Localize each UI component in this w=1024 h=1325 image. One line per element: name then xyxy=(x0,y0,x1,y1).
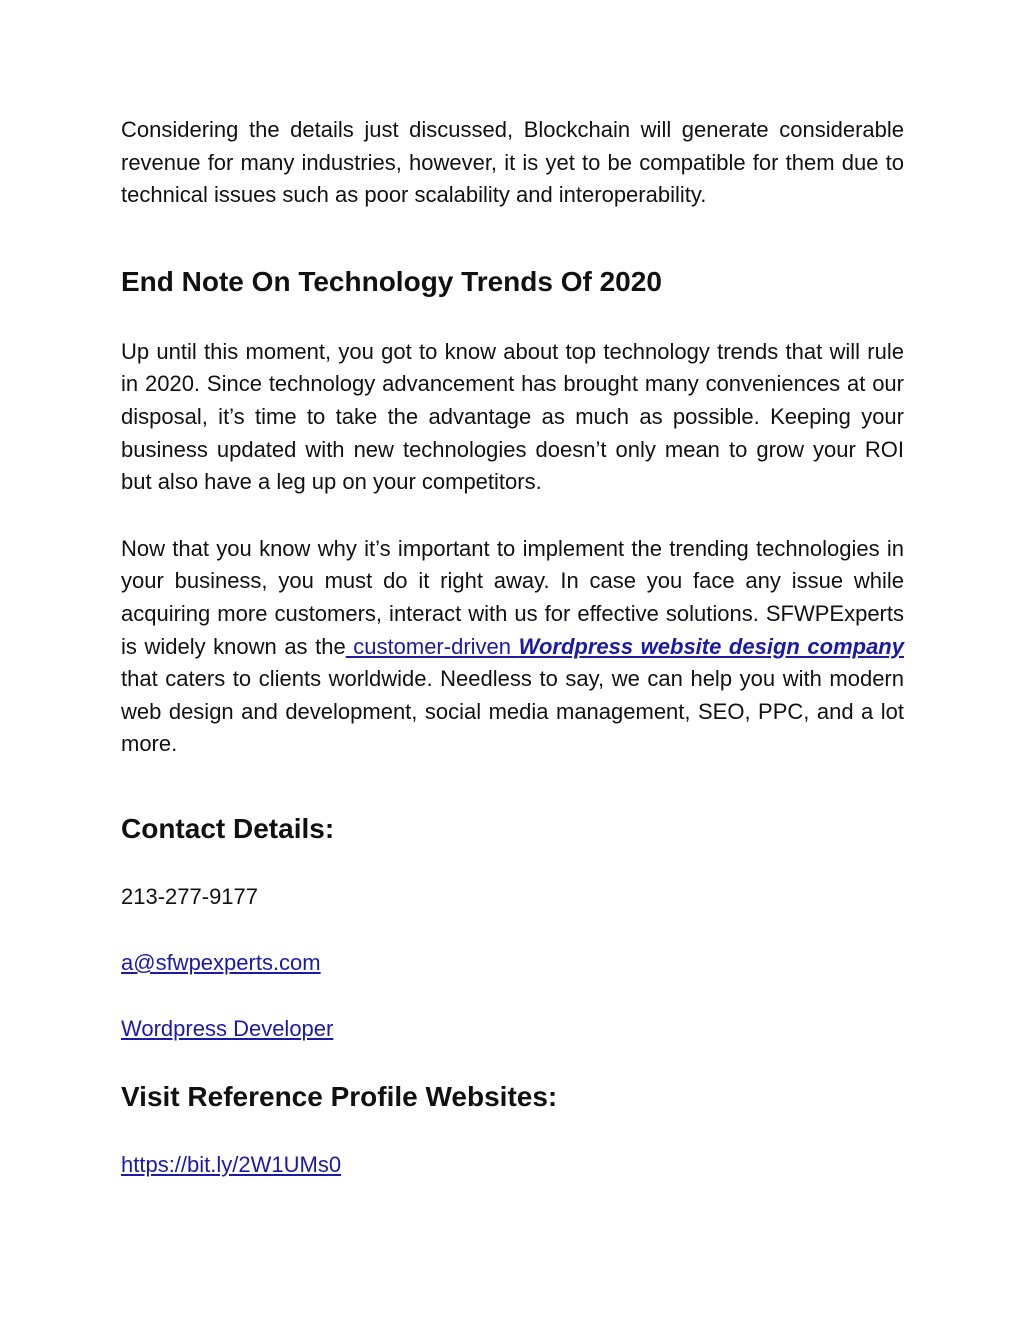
contact-phone: 213-277-9177 xyxy=(121,883,259,909)
contact-email-link[interactable]: a@sfwpexperts.com xyxy=(121,949,321,975)
paragraph-blockchain: Considering the details just discussed, Blockchain will generate considerable revenue for many industries, however, it is yet to be compatible for them due to technical issues such as poor scalability and interoperability. xyxy=(121,117,904,208)
contact-email-line xyxy=(121,947,904,979)
wordpress-design-company-link[interactable]: Wordpress website design company xyxy=(518,633,904,659)
reference-link-line xyxy=(121,1149,904,1181)
customer-driven-link[interactable]: customer-driven xyxy=(345,633,519,659)
reference-profile-link[interactable]: https://bit.ly/2W1UMs0 xyxy=(121,1151,342,1177)
document-content xyxy=(121,114,904,1215)
paragraph-technology-trends: Up until this moment, you got to know about top technology trends that will rule in 2020. Since technology advancement has brought many conveniences at our disposal, it’s time to take the advantage as much as possible. Keeping your business updated with new technologies doesn’t only mean to grow your ROI but also have a leg up on your competitors. xyxy=(121,338,904,495)
contact-developer-line xyxy=(121,1013,904,1045)
heading-contact-details: Contact Details: xyxy=(121,812,335,844)
paragraph-implement-trends xyxy=(121,533,904,761)
wordpress-developer-link[interactable]: Wordpress Developer xyxy=(121,1015,334,1041)
paragraph-text-after: that caters to clients worldwide. Needless to say, we can help you with modern web design and development, social media management, SEO, PPC, and a lot more. xyxy=(121,666,904,757)
heading-end-note: End Note On Technology Trends Of 2020 xyxy=(121,265,662,297)
paragraph-text-before: Now that you know why it’s important to implement the trending technologies in your business, you must do it right away. In case you face any issue while acquiring more customers, interact with us for effective solutions. SFWPExperts is widely known as the xyxy=(121,535,904,659)
heading-reference-profiles: Visit Reference Profile Websites: xyxy=(121,1080,558,1112)
